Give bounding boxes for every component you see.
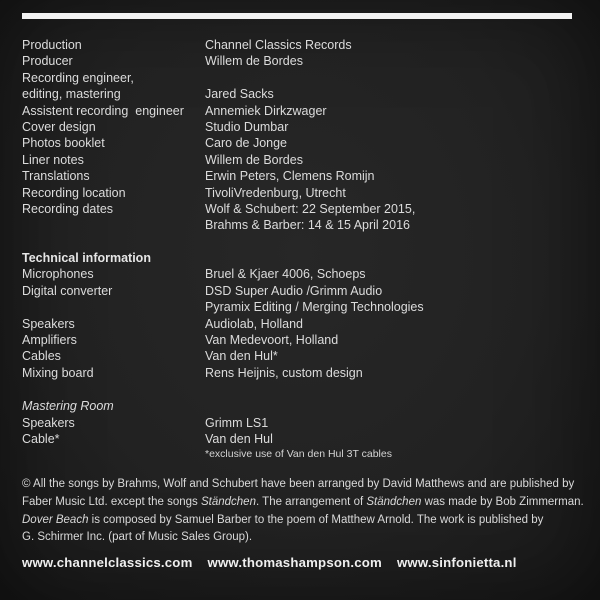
production-credits-section [22, 37, 584, 234]
credit-row [22, 316, 584, 332]
credit-row [22, 185, 584, 201]
credit-row [22, 37, 584, 53]
credit-label [22, 299, 205, 315]
credit-value: Wolf & Schubert: 22 September 2015, [205, 202, 416, 217]
credit-value: Channel Classics Records [205, 38, 352, 52]
credit-row [22, 53, 584, 69]
credit-label: Producer [22, 54, 73, 69]
website-url-channelclassics: www.channelclassics.com [22, 554, 193, 570]
credit-value: Van den Hul* [205, 349, 278, 364]
credit-value: Bruel & Kjaer 4006, Schoeps [205, 267, 366, 282]
credit-row [22, 266, 584, 282]
credit-label: Amplifiers [22, 332, 77, 347]
credit-value: Rens Heijnis, custom design [205, 365, 363, 380]
credit-label: Cables [22, 349, 61, 364]
credit-value: Studio Dumbar [205, 120, 289, 135]
credit-value: Audiolab, Holland [205, 316, 303, 331]
credit-value: Jared Sacks [205, 87, 274, 102]
copyright-line: Faber Music Ltd. except the songs Ständchen. The arrangement of Ständchen was made by Bob Zimmerman. [22, 495, 584, 508]
credit-row [22, 152, 584, 168]
credit-value: DSD Super Audio /Grimm Audio [205, 283, 383, 298]
credit-label: Speakers [22, 415, 75, 430]
credit-label: Recording dates [22, 202, 114, 217]
credit-label: Photos booklet [22, 136, 105, 151]
credit-value: Van den Hul [205, 431, 273, 446]
credit-row [22, 332, 584, 348]
credit-value: Van Medevoort, Holland [205, 332, 339, 347]
credit-row [22, 103, 584, 119]
mastering-room-section [22, 398, 584, 462]
credit-label: Assistent recording engineer [22, 103, 184, 118]
copyright-line: © All the songs by Brahms, Wolf and Schubert have been arranged by David Matthews and are published by [22, 478, 575, 491]
credit-row [22, 135, 584, 151]
credit-value: TivoliVredenburg, Utrecht [205, 185, 346, 200]
credit-row [22, 365, 584, 381]
credit-label: Mixing board [22, 365, 94, 380]
top-divider [22, 13, 572, 19]
credit-value: Brahms & Barber: 14 & 15 April 2016 [205, 218, 410, 233]
credit-label: Translations [22, 169, 90, 184]
credit-value: Grimm LS1 [205, 415, 269, 430]
credit-value: Willem de Bordes [205, 54, 303, 69]
copyright-line: Dover Beach is composed by Samuel Barber to the poem of Matthew Arnold. The work is published by [22, 513, 544, 526]
mastering-room-heading: Mastering Room [22, 399, 114, 414]
credit-value [205, 70, 584, 86]
cables-footnote: *exclusive use of Van den Hul 3T cables [205, 448, 392, 461]
credit-label: editing, mastering [22, 87, 121, 102]
credit-row [22, 70, 584, 86]
credit-label [22, 217, 205, 233]
credit-label: Digital converter [22, 283, 113, 298]
technical-heading: Technical information [22, 250, 151, 265]
credit-value: Pyramix Editing / Merging Technologies [205, 300, 424, 315]
copyright-line: G. Schirmer Inc. (part of Music Sales Group). [22, 531, 253, 544]
credit-value: Caro de Jonge [205, 136, 288, 151]
credit-label: Cover design [22, 120, 96, 135]
credit-row [22, 86, 584, 102]
website-url-thomashampson: www.thomashampson.com [207, 554, 382, 570]
credit-row [22, 201, 584, 217]
credit-label: Cable* [22, 431, 60, 446]
credit-label: Recording engineer, [22, 70, 134, 85]
credit-label: Liner notes [22, 152, 84, 167]
credit-row [22, 283, 584, 299]
credit-row [22, 299, 584, 315]
website-url-sinfonietta: www.sinfonietta.nl [396, 554, 517, 570]
credit-row [22, 431, 584, 447]
website-links-row [22, 555, 584, 570]
credit-value: Annemiek Dirkzwager [205, 103, 327, 118]
credit-value: Willem de Bordes [205, 152, 303, 167]
credit-row [22, 168, 584, 184]
credit-row [22, 348, 584, 364]
credit-label: Production [22, 38, 82, 52]
credit-row [22, 119, 584, 135]
copyright-text [22, 476, 584, 546]
credit-value: Erwin Peters, Clemens Romijn [205, 169, 375, 184]
credit-row [22, 217, 584, 233]
credit-label: Microphones [22, 267, 94, 282]
technical-information-section [22, 250, 584, 381]
credits-content [22, 37, 584, 570]
credit-row [22, 415, 584, 431]
credit-label: Recording location [22, 185, 126, 200]
credit-label: Speakers [22, 316, 75, 331]
